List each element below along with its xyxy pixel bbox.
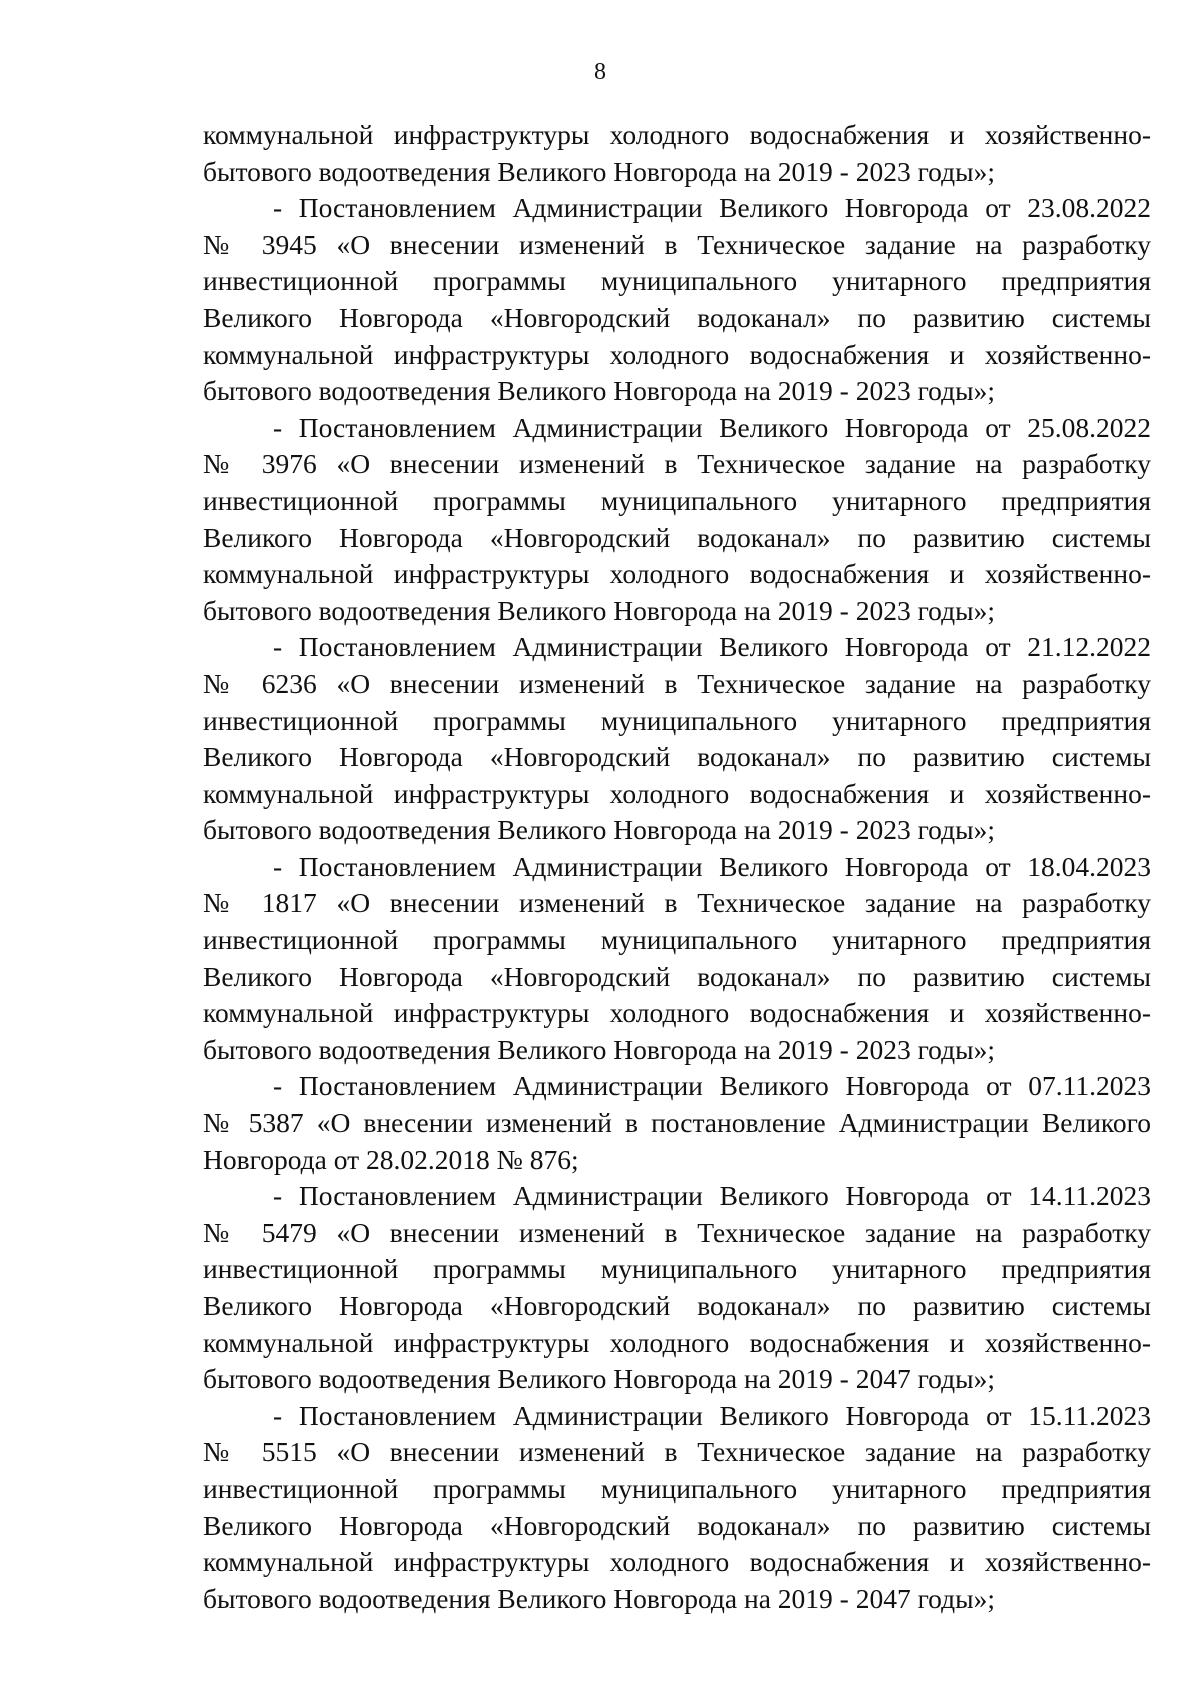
paragraph-resolution-5479: [203, 1178, 1151, 1398]
text-line: - Постановлением Администрации Великого Новгорода от 14.11.2023: [273, 1180, 1151, 1212]
text-line: инвестиционной программы муниципального унитарного предприятия: [203, 924, 1151, 956]
text-line: - Постановлением Администрации Великого Новгорода от 21.12.2022: [273, 631, 1151, 663]
text-line: № 3945 «О внесении изменений в Техническое задание на разработку: [203, 228, 1151, 260]
text-line: коммунальной инфраструктуры холодного водоснабжения и хозяйственно-: [203, 558, 1151, 590]
text-line: - Постановлением Администрации Великого Новгорода от 18.04.2023: [273, 850, 1151, 882]
text-line: Великого Новгорода «Новгородский водоканал» по развитию системы: [203, 521, 1151, 553]
text-line: коммунальной инфраструктуры холодного водоснабжения и хозяйственно-: [203, 338, 1151, 370]
text-line: бытового водоотведения Великого Новгорода на 2019 - 2023 годы»;: [203, 594, 995, 626]
text-line: коммунальной инфраструктуры холодного водоснабжения и хозяйственно-: [203, 777, 1151, 809]
text-line: инвестиционной программы муниципального унитарного предприятия: [203, 1472, 1151, 1504]
text-line: № 5515 «О внесении изменений в Техническое задание на разработку: [203, 1436, 1151, 1468]
text-line: № 1817 «О внесении изменений в Техническое задание на разработку: [203, 887, 1151, 919]
text-line: бытового водоотведения Великого Новгорода на 2019 - 2023 годы»;: [203, 375, 995, 407]
text-line: инвестиционной программы муниципального унитарного предприятия: [203, 265, 1151, 297]
text-line: № 5387 «О внесении изменений в постановление Администрации Великого: [203, 1107, 1151, 1139]
text-line: Великого Новгорода «Новгородский водоканал» по развитию системы: [203, 301, 1151, 333]
paragraph-continuation: [203, 117, 1151, 190]
text-line: бытового водоотведения Великого Новгорода на 2019 - 2023 годы»;: [203, 155, 995, 187]
page-number: 8: [594, 59, 606, 85]
text-line: № 5479 «О внесении изменений в Техническое задание на разработку: [203, 1216, 1151, 1248]
text-line: - Постановлением Администрации Великого Новгорода от 25.08.2022: [273, 411, 1151, 443]
text-line: Новгорода от 28.02.2018 № 876;: [203, 1143, 579, 1175]
paragraph-resolution-5515: [203, 1398, 1151, 1618]
paragraph-resolution-3945: [203, 190, 1151, 410]
text-line: Великого Новгорода «Новгородский водоканал» по развитию системы: [203, 1509, 1151, 1541]
text-line: Великого Новгорода «Новгородский водоканал» по развитию системы: [203, 741, 1151, 773]
text-line: бытового водоотведения Великого Новгорода на 2019 - 2023 годы»;: [203, 814, 995, 846]
text-line: Великого Новгорода «Новгородский водоканал» по развитию системы: [203, 960, 1151, 992]
text-line: бытового водоотведения Великого Новгорода на 2019 - 2047 годы»;: [203, 1582, 995, 1614]
text-line: коммунальной инфраструктуры холодного водоснабжения и хозяйственно-: [203, 997, 1151, 1029]
text-line: коммунальной инфраструктуры холодного водоснабжения и хозяйственно-: [203, 119, 1151, 150]
document-body: [203, 117, 1151, 1617]
text-line: бытового водоотведения Великого Новгорода на 2019 - 2047 годы»;: [203, 1363, 995, 1395]
text-line: № 3976 «О внесении изменений в Техническое задание на разработку: [203, 448, 1151, 480]
text-line: инвестиционной программы муниципального унитарного предприятия: [203, 704, 1151, 736]
paragraph-resolution-1817: [203, 849, 1151, 1069]
text-line: коммунальной инфраструктуры холодного водоснабжения и хозяйственно-: [203, 1326, 1151, 1358]
text-line: инвестиционной программы муниципального унитарного предприятия: [203, 1253, 1151, 1285]
text-line: бытового водоотведения Великого Новгорода на 2019 - 2023 годы»;: [203, 1033, 995, 1065]
text-line: № 6236 «О внесении изменений в Техническое задание на разработку: [203, 667, 1151, 699]
text-line: - Постановлением Администрации Великого Новгорода от 15.11.2023: [273, 1399, 1151, 1431]
paragraph-resolution-5387: [203, 1068, 1151, 1178]
text-line: - Постановлением Администрации Великого Новгорода от 07.11.2023: [273, 1070, 1151, 1102]
paragraph-resolution-3976: [203, 410, 1151, 630]
text-line: - Постановлением Администрации Великого Новгорода от 23.08.2022: [273, 192, 1151, 224]
text-line: инвестиционной программы муниципального унитарного предприятия: [203, 484, 1151, 516]
text-line: Великого Новгорода «Новгородский водоканал» по развитию системы: [203, 1290, 1151, 1321]
paragraph-resolution-6236: [203, 629, 1151, 849]
text-line: коммунальной инфраструктуры холодного водоснабжения и хозяйственно-: [203, 1546, 1151, 1578]
